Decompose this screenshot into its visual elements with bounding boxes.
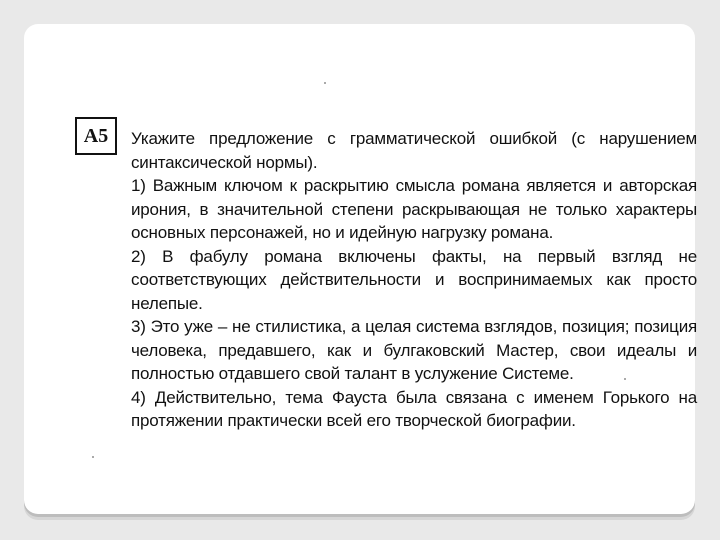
task-option-4: 4) Действительно, тема Фауста была связана с именем Горького на протяжении практически всей его творческой биографии. <box>131 387 697 430</box>
task-number-box <box>75 117 117 155</box>
slide-card <box>24 24 695 514</box>
scan-speck <box>92 456 94 458</box>
task-option-3: 3) Это уже – не стилистика, а целая система взглядов, позиция; позиция человека, предавшего, как и булгаковский Мастер, свои идеалы и полностью отдавшего свой талант в услужение Системе. <box>131 317 697 383</box>
task-number: A5 <box>83 124 109 147</box>
task-option-1: 1) Важным ключом к раскрытию смысла романа является и авторская ирония, в значительной степени раскрывающая не только характеры основных персонажей, но и идейную нагрузку романа. <box>131 176 697 242</box>
task-text <box>131 127 697 433</box>
scan-speck <box>624 378 626 380</box>
scan-speck <box>324 82 326 84</box>
task-question: Укажите предложение с грамматической ошибкой (с нарушением синтаксической нормы). <box>131 129 697 172</box>
task-option-2: 2) В фабулу романа включены факты, на первый взгляд не соответствующих действительности и воспринимаемых как просто нелепые. <box>131 246 697 313</box>
